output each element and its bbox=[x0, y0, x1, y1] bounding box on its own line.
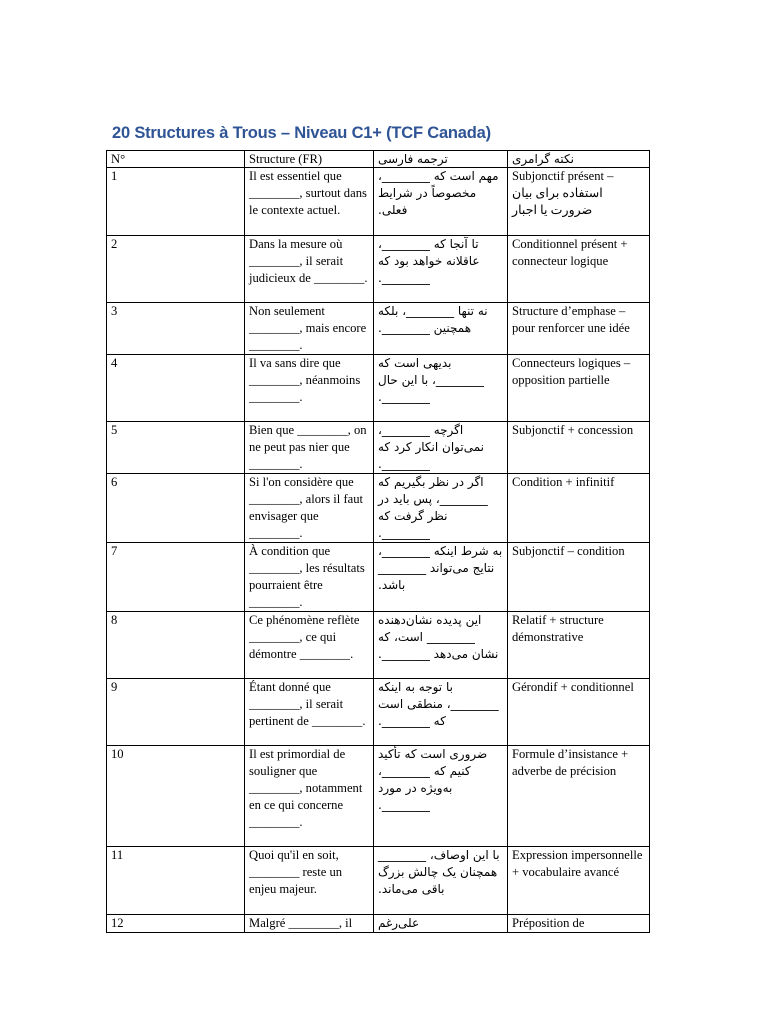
column-header-number: N° bbox=[107, 151, 245, 168]
row-number: 10 bbox=[107, 746, 245, 847]
table-row bbox=[107, 422, 650, 474]
persian-cell: مهم است که ________، مخصوصاً در شرایط فعلی. bbox=[374, 168, 508, 236]
persian-cell: علی‌رغم bbox=[374, 915, 508, 933]
table-header-row bbox=[107, 151, 650, 168]
persian-cell: به شرط اینکه ________، نتایج می‌تواند ________ باشد. bbox=[374, 543, 508, 612]
page-title: 20 Structures à Trous – Niveau C1+ (TCF Canada) bbox=[112, 124, 491, 142]
row-number: 12 bbox=[107, 915, 245, 933]
row-number: 7 bbox=[107, 543, 245, 612]
persian-cell: ضروری است که تأکید کنیم که ________، به‌ویژه در مورد ________. bbox=[374, 746, 508, 847]
row-number: 9 bbox=[107, 679, 245, 746]
row-number: 4 bbox=[107, 355, 245, 422]
persian-cell: اگرچه ________، نمی‌توان انکار کرد که ________. bbox=[374, 422, 508, 474]
table-row bbox=[107, 236, 650, 303]
persian-cell: اگر در نظر بگیریم که ________، پس باید در نظر گرفت که ________. bbox=[374, 474, 508, 543]
row-number: 6 bbox=[107, 474, 245, 543]
structure-cell: Il est essentiel que ________, surtout dans le contexte actuel. bbox=[245, 168, 374, 236]
structure-cell: Quoi qu'il en soit, ________ reste un enjeu majeur. bbox=[245, 847, 374, 915]
table-row bbox=[107, 612, 650, 679]
structure-cell: Ce phénomène reflète ________, ce qui démontre ________. bbox=[245, 612, 374, 679]
grammar-cell: Structure d’emphase – pour renforcer une idée bbox=[508, 303, 650, 355]
persian-cell: با این اوصاف، ________ همچنان یک چالش بزرگ باقی می‌ماند. bbox=[374, 847, 508, 915]
grammar-cell: Conditionnel présent + connecteur logique bbox=[508, 236, 650, 303]
persian-cell: با توجه به اینکه ________، منطقی است که ________. bbox=[374, 679, 508, 746]
grammar-cell: Condition + infinitif bbox=[508, 474, 650, 543]
table-row bbox=[107, 746, 650, 847]
table-row bbox=[107, 679, 650, 746]
grammar-cell: Subjonctif – condition bbox=[508, 543, 650, 612]
structure-cell: Bien que ________, on ne peut pas nier que ________. bbox=[245, 422, 374, 474]
column-header-persian: ترجمه فارسی bbox=[374, 151, 508, 168]
table-row bbox=[107, 543, 650, 612]
grammar-cell: Subjonctif + concession bbox=[508, 422, 650, 474]
table-row bbox=[107, 847, 650, 915]
persian-cell: این پدیده نشان‌دهنده ________ است، که نشان می‌دهد ________. bbox=[374, 612, 508, 679]
structure-cell: À condition que ________, les résultats pourraient être ________. bbox=[245, 543, 374, 612]
row-number: 1 bbox=[107, 168, 245, 236]
grammar-cell: Expression impersonnelle + vocabulaire avancé bbox=[508, 847, 650, 915]
table-row bbox=[107, 303, 650, 355]
row-number: 11 bbox=[107, 847, 245, 915]
grammar-cell: Connecteurs logiques – opposition partielle bbox=[508, 355, 650, 422]
structure-cell: Malgré ________, il bbox=[245, 915, 374, 933]
grammar-cell: Gérondif + conditionnel bbox=[508, 679, 650, 746]
column-header-structure: Structure (FR) bbox=[245, 151, 374, 168]
structure-cell: Non seulement ________, mais encore ________. bbox=[245, 303, 374, 355]
row-number: 2 bbox=[107, 236, 245, 303]
grammar-cell: Préposition de bbox=[508, 915, 650, 933]
structure-cell: Il va sans dire que ________, néanmoins ________. bbox=[245, 355, 374, 422]
table-row bbox=[107, 915, 650, 933]
persian-cell: بدیهی است که ________، با این حال ________. bbox=[374, 355, 508, 422]
table-row bbox=[107, 355, 650, 422]
grammar-cell: Formule d’insistance + adverbe de précision bbox=[508, 746, 650, 847]
grammar-cell: Relatif + structure démonstrative bbox=[508, 612, 650, 679]
column-header-grammar: نکته گرامری bbox=[508, 151, 650, 168]
structure-cell: Si l'on considère que ________, alors il faut envisager que ________. bbox=[245, 474, 374, 543]
row-number: 3 bbox=[107, 303, 245, 355]
structure-cell: Dans la mesure où ________, il serait judicieux de ________. bbox=[245, 236, 374, 303]
table-row bbox=[107, 474, 650, 543]
structures-table bbox=[106, 150, 650, 933]
structure-cell: Il est primordial de souligner que ________, notamment en ce qui concerne ________. bbox=[245, 746, 374, 847]
grammar-cell: Subjonctif présent – استفاده برای بیان ضرورت یا اجبار bbox=[508, 168, 650, 236]
persian-cell: تا آنجا که ________، عاقلانه خواهد بود که ________. bbox=[374, 236, 508, 303]
persian-cell: نه تنها ________، بلکه همچنین ________. bbox=[374, 303, 508, 355]
structure-cell: Étant donné que ________, il serait pertinent de ________. bbox=[245, 679, 374, 746]
table-row bbox=[107, 168, 650, 236]
row-number: 5 bbox=[107, 422, 245, 474]
row-number: 8 bbox=[107, 612, 245, 679]
